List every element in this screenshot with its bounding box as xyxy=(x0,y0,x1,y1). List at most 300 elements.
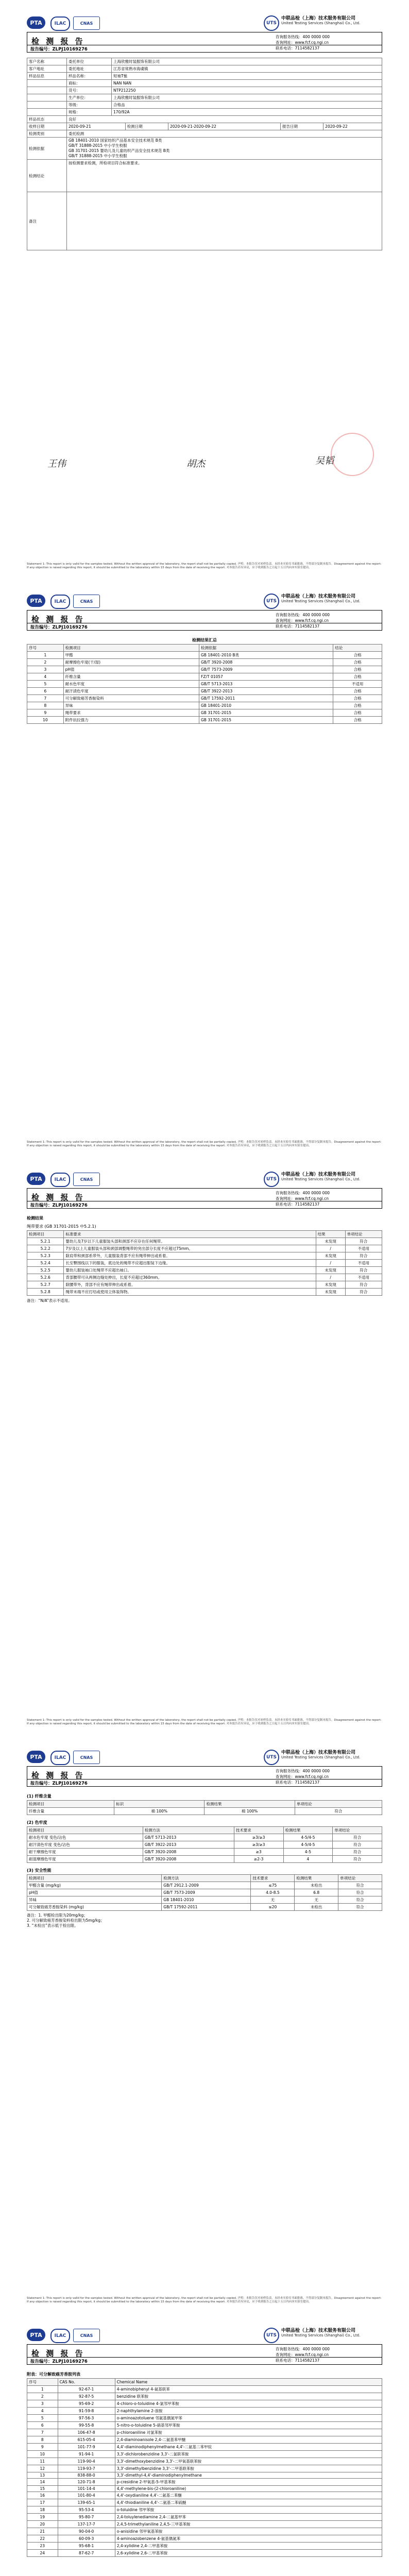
table-row xyxy=(27,94,382,101)
table-cell: 4,4'-thiodianiline 4,4'-二氨基二苯硫醚 xyxy=(115,2499,382,2506)
table-cell: benzidine 联苯胺 xyxy=(115,2393,382,2400)
report-number: 报告编号：ZLPJ10169276 xyxy=(30,47,88,52)
pta-logo: PTA xyxy=(27,595,45,607)
table-cell xyxy=(27,109,67,116)
table-header-cell: 检测结果 xyxy=(295,1875,338,1882)
table-header-cell: 检测项目 xyxy=(27,1875,162,1882)
table-cell: / xyxy=(316,1260,345,1267)
table-row xyxy=(27,2386,382,2393)
standard-line: GB/T 31888-2015 中小学生校服 xyxy=(69,143,127,148)
table-cell xyxy=(27,101,67,109)
table-cell: 8 xyxy=(27,702,64,709)
table-cell: 139-65-1 xyxy=(58,2499,115,2506)
page-footer: Statement 1: This report is only valid for the samples tested. Without the written approval of the laboratory, the report shall not be partially copied. 声明：本报告仅对来样负责。未经本实验室书面批准，不得部分复制本报告。Disagreement against the report: If any objection is raised regarding this report, it should be submitted to the laboratory within 15 days from the date of receiving the report. 对本报告若有异议，应于收到报告之日起十五日内向本实验室提出。 xyxy=(27,1141,382,1147)
table-cell: 客户地址 xyxy=(27,65,67,73)
table-cell: 符合 xyxy=(345,1289,382,1296)
table-header-cell: 检测项目 xyxy=(27,1231,64,1238)
table-cell: 97-56-3 xyxy=(58,2415,115,2422)
table-cell: 婴幼儿及7岁以下儿童服装头部和颈部不应存在任何绳带。 xyxy=(64,1238,316,1245)
table-cell: 92-87-5 xyxy=(58,2393,115,2400)
ilac-logo: ILAC xyxy=(50,16,70,31)
table-cell: 20 xyxy=(27,2521,58,2528)
table-cell: 22 xyxy=(27,2535,58,2543)
table-header-cell: 技术要求 xyxy=(234,1827,283,1834)
table-cell: 4.0-8.5 xyxy=(251,1889,295,1896)
table-cell: 6 xyxy=(27,688,64,695)
table-row xyxy=(27,695,382,702)
table-cell: / xyxy=(316,1274,345,1281)
table-cell: 耐干摩擦色牢度 xyxy=(27,1849,143,1856)
company-name: 中联品检（上海）技术服务有限公司 United Testing Services (Shanghai) Co., Ltd. xyxy=(281,16,361,25)
report-title-bar xyxy=(27,610,382,631)
table-cell: 耐汗渍色牢度 xyxy=(63,688,199,695)
table-row xyxy=(27,65,382,73)
table-row xyxy=(27,2535,382,2543)
table-cell: p-cresidine 2-甲氧基-5-甲基苯胺 xyxy=(115,2479,382,2486)
table-cell: 委托单位 xyxy=(67,58,112,65)
report-page-2 xyxy=(0,578,409,1156)
page-footer: Statement 1: This report is only valid for the samples tested. Without the written approval of the laboratory, the report shall not be partially copied. 声明：本报告仅对来样负责。未经本实验室书面批准，不得部分复制本报告。Disagreement against the report: If any objection is raised regarding this report, it should be submitted to the laboratory within 15 days from the date of receiving the report. 对本报告若有异议，应于收到报告之日起十五日内向本实验室提出。 xyxy=(27,2297,382,2303)
table-cell: 除肩带和颈部系带外，儿童服装背部不应有绳带伸出或系着。 xyxy=(64,1252,316,1260)
company-logo-icon: UTS xyxy=(264,1172,279,1187)
company-logo-icon: UTS xyxy=(264,2328,279,2343)
table-cell: 符合 xyxy=(338,1904,382,1911)
table-header-cell: 标识 xyxy=(114,1801,204,1808)
table-cell: 3 xyxy=(27,2400,58,2408)
table-cell: 不适用 xyxy=(345,1245,382,1252)
report-title: 检 测 报 告 xyxy=(31,1771,85,1780)
section-subtitle: 绳带要求 (GB 31701-2015 中5.2.1) xyxy=(27,1224,96,1229)
table-cell: 合格 xyxy=(333,709,382,717)
ilac-logo: ILAC xyxy=(50,1751,70,1765)
table-cell: 14 xyxy=(27,2479,58,2486)
report-page-5 xyxy=(0,2312,409,2576)
summary-table xyxy=(27,644,382,724)
table-cell: 绳带末端不应打结或使用立体装饰物。 xyxy=(64,1289,316,1296)
table-cell xyxy=(27,94,67,101)
table-cell: GB 18401-2010 xyxy=(162,1896,251,1904)
table-cell: 99-55-8 xyxy=(58,2422,115,2429)
table-cell: 短袖T恤 xyxy=(112,73,382,80)
table-cell: 21 xyxy=(27,2528,58,2535)
approver-signature: 吴韬 xyxy=(315,455,334,466)
table-cell: 耐摩擦色牢度(干/湿) xyxy=(63,659,199,666)
table-row xyxy=(27,688,382,695)
table-cell: 2,4-diaminoanisole 2,4-二氨基苯甲醚 xyxy=(115,2436,382,2444)
report-title-bar xyxy=(27,32,382,53)
table-cell: 90-04-0 xyxy=(58,2528,115,2535)
table-cell: FZ/T 01057 xyxy=(199,673,333,681)
table-cell: 95-53-4 xyxy=(58,2506,115,2514)
section-title: 检测结果 xyxy=(27,1216,43,1221)
table-cell: GB/T 3920-2008 xyxy=(143,1849,234,1856)
table-cell: 未发现 xyxy=(316,1238,345,1245)
table-cell: ≥3/≥3 xyxy=(234,1834,283,1841)
report-title-bar xyxy=(27,2344,382,2365)
table-cell: 3,3'-dimethyl-4,4'-diaminodiphenylmethane xyxy=(115,2472,382,2479)
table-cell: 615-05-4 xyxy=(58,2436,115,2444)
table-cell: 4 xyxy=(27,2408,58,2415)
company-name: 中联品检（上海）技术服务有限公司 United Testing Services (Shanghai) Co., Ltd. xyxy=(281,2328,361,2337)
table-row xyxy=(27,2514,382,2521)
table-cell: 5.2.8 xyxy=(27,1289,64,1296)
table-cell: 未发现 xyxy=(316,1267,345,1274)
table-row xyxy=(27,702,382,709)
table-cell: 符合 xyxy=(333,1849,382,1856)
standard-line: GB/T 31888-2015 中小学生校服 xyxy=(69,154,127,158)
cnas-logo: CNAS xyxy=(73,1751,100,1764)
table-row xyxy=(27,1274,382,1281)
company-name: 中联品检（上海）技术服务有限公司 United Testing Services (Shanghai) Co., Ltd. xyxy=(281,1172,361,1181)
ilac-logo: ILAC xyxy=(50,2329,70,2343)
table-cell: 2-naphthylamine 2-萘胺 xyxy=(115,2408,382,2415)
table-cell: 未发现 xyxy=(316,1281,345,1289)
table-cell: p-chloroaniline 对氯苯胺 xyxy=(115,2429,382,2436)
table-cell: 7 xyxy=(27,2429,58,2436)
table-cell: 11 xyxy=(27,2458,58,2465)
table-row xyxy=(27,2415,382,2422)
table-cell: 10 xyxy=(27,717,64,724)
table-header-cell: 检测方法 xyxy=(162,1875,251,1882)
table-cell: 4 xyxy=(27,673,64,681)
table-cell: GB/T 7573-2009 xyxy=(199,666,333,673)
section-title: (3) 安全性能 xyxy=(27,1868,52,1873)
table-cell: 838-88-0 xyxy=(58,2472,115,2479)
table-header-cell: 单项结论 xyxy=(345,1231,382,1238)
table-cell: 3 xyxy=(27,666,64,673)
company-stamp xyxy=(325,427,380,482)
table-header-cell: Chemical Name xyxy=(115,2379,382,2386)
pta-logo: PTA xyxy=(27,2329,45,2341)
cnas-logo: CNAS xyxy=(73,1173,100,1186)
table-cell: 合格 xyxy=(333,688,382,695)
table-cell: 合格 xyxy=(333,702,382,709)
table-row xyxy=(27,1882,382,1889)
table-cell: 无 xyxy=(295,1896,338,1904)
report-title: 检 测 报 告 xyxy=(31,1193,85,1202)
table-cell: GB/T 5713-2013 xyxy=(143,1834,234,1841)
table-cell: 60-09-3 xyxy=(58,2535,115,2543)
table-cell: 5-nitro-o-toluidine 5-硝基邻甲苯胺 xyxy=(115,2422,382,2429)
table-cell: 棉 100% xyxy=(114,1808,204,1815)
table-row xyxy=(27,652,382,659)
table-cell: 119-90-4 xyxy=(58,2458,115,2465)
table-cell: GB/T 17592-2011 xyxy=(162,1904,251,1911)
table-cell: 货号： xyxy=(67,87,112,94)
table-cell: 120-71-8 xyxy=(58,2479,115,2486)
table-cell: pH值 xyxy=(63,666,199,673)
table-cell: 2 xyxy=(27,2393,58,2400)
table-cell: ≥3 xyxy=(234,1849,283,1856)
table-cell: GB/T 3920-2008 xyxy=(143,1856,234,1863)
table-cell: 170/92A xyxy=(112,109,382,116)
table-cell: 商标： xyxy=(67,80,112,87)
table-cell: 5.2.4 xyxy=(27,1260,64,1267)
table-row xyxy=(27,1267,382,1274)
table-cell: 5.2.6 xyxy=(27,1274,64,1281)
table-cell: o-anisidine 邻甲氧基苯胺 xyxy=(115,2528,382,2535)
table-cell: 合格 xyxy=(333,659,382,666)
table-row xyxy=(27,2408,382,2415)
table-cell: 2,4-xylidine 2,4-二甲基苯胺 xyxy=(115,2543,382,2550)
table-cell: 119-93-7 xyxy=(58,2465,115,2472)
table-row xyxy=(27,2499,382,2506)
table-cell: 合格品 xyxy=(112,101,382,109)
contact-info: 咨询服务热线：400 0000 000 查询网址：www.fcf.cq.ngi.cn 联系电话：7114582137 xyxy=(276,613,330,629)
table-cell: 91-59-8 xyxy=(58,2408,115,2415)
table-cell: 纤维含量 xyxy=(63,673,199,681)
table-row xyxy=(27,2528,382,2535)
table-row xyxy=(27,709,382,717)
table-cell: 可分解致癌芳香胺染料 xyxy=(63,695,199,702)
tester-signature: 王伟 xyxy=(47,459,66,469)
cnas-logo: CNAS xyxy=(73,2329,100,2342)
table-cell: 符合 xyxy=(333,1834,382,1841)
table-row xyxy=(27,1896,382,1904)
table-cell: 2 xyxy=(27,659,64,666)
table-notes: 备注：1. 甲醛检出限为20mg/kg； 2. 可分解致癌芳香胺染料检出限为5mg/kg； 3. “未检出”表示低于检出限。 xyxy=(27,1913,105,1928)
table-row xyxy=(27,1904,382,1911)
table-cell: GB/T 7573-2009 xyxy=(162,1889,251,1896)
table-cell: 甲醛含量 (mg/kg) xyxy=(27,1882,162,1889)
page-footer: Statement 1: This report is only valid for the samples tested. Without the written approval of the laboratory, the report shall not be partially copied. 声明：本报告仅对来样负责。未经本实验室书面批准，不得部分复制本报告。Disagreement against the report: If any objection is raised regarding this report, it should be submitted to the laboratory within 15 days from the date of receiving the report. 对本报告若有异议，应于收到报告之日起十五日内向本实验室提出。 xyxy=(27,563,382,569)
table-cell: 4,4'-oxydianiline 4,4'-二氨基二苯醚 xyxy=(115,2492,382,2499)
table-cell: 1 xyxy=(27,652,64,659)
table-cell: 9 xyxy=(27,2444,58,2451)
table-cell: 2,4,5-trimethylaniline 2,4,5-三甲基苯胺 xyxy=(115,2521,382,2528)
table-cell: 101-80-4 xyxy=(58,2492,115,2499)
table-cell: 101-14-4 xyxy=(58,2486,115,2492)
table-cell: 不适用 xyxy=(333,681,382,688)
table-cell: 5.2.1 xyxy=(27,1238,64,1245)
table-row xyxy=(27,2393,382,2400)
table-header-cell: 检测依据 xyxy=(199,645,333,652)
table-cell: GB/T 5713-2013 xyxy=(199,681,333,688)
table-cell: 4-chloro-o-toluidine 4-氯邻甲苯胺 xyxy=(115,2400,382,2408)
table-cell: GB/T 3922-2013 xyxy=(199,688,333,695)
table-cell: 不适用 xyxy=(345,1274,382,1281)
table-cell: 8 xyxy=(27,2436,58,2444)
table-row xyxy=(27,1260,382,1267)
table-cell: 16 xyxy=(27,2492,58,2499)
cnas-logo: CNAS xyxy=(73,595,100,608)
table-cell: ≥3/≥3 xyxy=(234,1841,283,1849)
table-cell: ≥2-3 xyxy=(234,1856,283,1863)
table-cell: 4-5 xyxy=(283,1849,333,1856)
table-cell: 耐水色牢度 变色/沾色 xyxy=(27,1834,143,1841)
table-cell: 背部腰带可从两侧边缝处伸出，长度不应超过360mm。 xyxy=(64,1274,316,1281)
table-cell: 符合 xyxy=(345,1281,382,1289)
table-row xyxy=(27,2479,382,2486)
table-row xyxy=(27,659,382,666)
table-cell: 5.2.5 xyxy=(27,1267,64,1274)
company-logo-icon: UTS xyxy=(264,594,279,609)
table-cell: 生产单位： xyxy=(67,94,112,101)
table-cell: 长至臀围线以下的服装，底边处的绳带不应超出服装下边缘。 xyxy=(64,1260,316,1267)
report-title-bar xyxy=(27,1188,382,1209)
table-cell: 12 xyxy=(27,2465,58,2472)
table-cell: / xyxy=(316,1245,345,1252)
table-cell: 5 xyxy=(27,2415,58,2422)
table-row xyxy=(27,1281,382,1289)
table-cell: 异味 xyxy=(63,702,199,709)
table-cell: 6 xyxy=(27,2422,58,2429)
reviewer-signature: 胡杰 xyxy=(186,459,205,469)
table-cell: 甲醛 xyxy=(63,652,199,659)
table-cell: 4,4'-diaminodiphenylmethane 4,4'-二氨基二苯甲烷 xyxy=(115,2444,382,2451)
table-cell: 合格 xyxy=(333,717,382,724)
table-cell: 未检出 xyxy=(295,1904,338,1911)
table-row xyxy=(27,1834,382,1841)
table-header-cell: 结论 xyxy=(333,645,382,652)
table-row xyxy=(27,101,382,109)
table-cell: NTP212250 xyxy=(112,87,382,94)
table-row xyxy=(27,2550,382,2557)
table-cell: 106-47-8 xyxy=(58,2429,115,2436)
table-cell: 符合 xyxy=(345,1238,382,1245)
table-cell: 符合 xyxy=(338,1889,382,1896)
report-page-4 xyxy=(0,1734,409,2312)
table-row xyxy=(27,2492,382,2499)
company-name: 中联品检（上海）技术服务有限公司 United Testing Services (Shanghai) Co., Ltd. xyxy=(281,1750,361,1759)
table-row xyxy=(27,717,382,724)
standard-line: GB 31701-2015 婴幼儿及儿童纺织产品安全技术规范 B类 xyxy=(69,148,170,153)
table-cell: 江苏省常熟市海虞镇 xyxy=(112,65,382,73)
contact-info: 咨询服务热线：400 0000 000 查询网址：www.fcf.cq.ngi.cn 联系电话：7114582137 xyxy=(276,35,330,50)
table-cell: 95-69-2 xyxy=(58,2400,115,2408)
page-footer: Statement 1: This report is only valid for the samples tested. Without the written approval of the laboratory, the report shall not be partially copied. 声明：本报告仅对来样负责。未经本实验室书面批准，不得部分复制本报告。Disagreement against the report: If any objection is raised regarding this report, it should be submitted to the laboratory within 15 days from the date of receiving the report. 对本报告若有异议，应于收到报告之日起十五日内向本实验室提出。 xyxy=(27,1719,382,1725)
table-cell: 不适用 xyxy=(345,1260,382,1267)
table-row xyxy=(27,1889,382,1896)
table-header-cell: 检测结果 xyxy=(283,1827,333,1834)
table-cell: GB 31701-2015 xyxy=(199,709,333,717)
table-cell: 17 xyxy=(27,2499,58,2506)
table-cell: 符合 xyxy=(338,1896,382,1904)
table-cell: 符合 xyxy=(295,1808,382,1815)
table-cell: 4 xyxy=(283,1856,333,1863)
table-header-cell: 单项结论 xyxy=(295,1801,382,1808)
table-cell: 符合 xyxy=(345,1267,382,1274)
contact-info: 咨询服务热线：400 0000 000 查询网址：www.fcf.cq.ngi.cn 联系电话：7114582137 xyxy=(276,2347,330,2363)
safety-table xyxy=(27,1874,382,1911)
table-cell: 除腰带外，背部不应有绳带伸出或系着。 xyxy=(64,1281,316,1289)
cord-requirement-table xyxy=(27,1230,382,1296)
table-cell: o-toluidine 邻甲苯胺 xyxy=(115,2506,382,2514)
report-page-1 xyxy=(0,0,409,578)
table-cell: 客户名称 xyxy=(27,58,67,65)
table-row xyxy=(27,2400,382,2408)
table-row xyxy=(27,87,382,94)
table-cell: 合格 xyxy=(333,673,382,681)
table-cell: 4-5/4-5 xyxy=(283,1834,333,1841)
table-row xyxy=(27,2543,382,2550)
table-header-cell: 结果 xyxy=(316,1231,345,1238)
table-cell: 95-68-1 xyxy=(58,2543,115,2550)
table-cell: 耐水色牢度 xyxy=(63,681,199,688)
table-row xyxy=(27,1238,382,1245)
table-cell: 委托地址 xyxy=(67,65,112,73)
table-row xyxy=(27,2436,382,2444)
report-title: 检 测 报 告 xyxy=(31,37,85,46)
table-cell: 2,6-xylidine 2,6-二甲基苯胺 xyxy=(115,2550,382,2557)
section-title: (2) 色牢度 xyxy=(27,1820,47,1825)
colorfastness-table xyxy=(27,1826,382,1863)
table-header-cell: 单项结论 xyxy=(338,1875,382,1882)
table-cell: 合格 xyxy=(333,695,382,702)
table-cell: 4-5/4-5 xyxy=(283,1841,333,1849)
table-row xyxy=(27,80,382,87)
table-row xyxy=(27,2451,382,2458)
amine-list-table xyxy=(27,2378,382,2557)
table-row xyxy=(27,681,382,688)
table-row xyxy=(27,58,382,65)
table-cell: 规格： xyxy=(67,109,112,116)
table-cell: NAN NAN xyxy=(112,80,382,87)
table-cell: 婴幼儿服装袖口处绳带不应超出袖口。 xyxy=(64,1267,316,1274)
table-cell: 棉 100% xyxy=(204,1808,295,1815)
table-row xyxy=(27,109,382,116)
company-name: 中联品检（上海）技术服务有限公司 United Testing Services (Shanghai) Co., Ltd. xyxy=(281,594,361,603)
contact-info: 咨询服务热线：400 0000 000 查询网址：www.fcf.cq.ngi.cn 联系电话：7114582137 xyxy=(276,1191,330,1207)
table-cell: 10 xyxy=(27,2451,58,2458)
table-cell: 137-17-7 xyxy=(58,2521,115,2528)
table-cell: GB 18401-2010 xyxy=(199,702,333,709)
table-row xyxy=(27,2506,382,2514)
report-title: 检 测 报 告 xyxy=(31,2349,85,2358)
cnas-logo: CNAS xyxy=(73,16,100,30)
table-cell: 24 xyxy=(27,2550,58,2557)
table-cell: 纤维含量 xyxy=(27,1808,114,1815)
table-cell: 异味 xyxy=(27,1896,162,1904)
table-cell: GB 31701-2015 xyxy=(199,717,333,724)
table-cell: 3,3'-dimethoxybenzidine 3,3'-二甲氧基联苯胺 xyxy=(115,2458,382,2465)
table-cell: 92-67-1 xyxy=(58,2386,115,2393)
table-cell: GB/T 3920-2008 xyxy=(199,659,333,666)
report-title-bar xyxy=(27,1766,382,1787)
table-header-cell: 检测项目 xyxy=(27,1801,114,1808)
pta-logo: PTA xyxy=(27,16,45,29)
table-header-cell: 序号 xyxy=(27,645,64,652)
table-cell xyxy=(27,87,67,94)
table-cell: 4-aminobiphenyl 4-氨基联苯 xyxy=(115,2386,382,2393)
report-number: 报告编号：ZLPJ10169276 xyxy=(30,1781,88,1786)
table-cell: ≤20 xyxy=(251,1904,295,1911)
table-cell: 2,4-toluylenediamine 2,4-二氨基甲苯 xyxy=(115,2514,382,2521)
table-cell: 7岁及以上儿童服装头部和颈部调整绳带的突出部分长度不应超过75mm。 xyxy=(64,1245,316,1252)
table-cell: 可分解致癌芳香胺染料 (mg/kg) xyxy=(27,1904,162,1911)
table-cell: 19 xyxy=(27,2514,58,2521)
report-number: 报告编号：ZLPJ10169276 xyxy=(30,625,88,630)
pta-logo: PTA xyxy=(27,1751,45,1763)
table-cell: 样品信息 xyxy=(27,73,67,80)
table-cell: 13 xyxy=(27,2472,58,2479)
table-cell: GB/T 2912.1-2009 xyxy=(162,1882,251,1889)
table-cell: 附件抗拉强力 xyxy=(63,717,199,724)
table-cell: 18 xyxy=(27,2506,58,2514)
table-row xyxy=(27,673,382,681)
table-cell: 上海欣雅时装服饰有限公司 xyxy=(112,58,382,65)
table-row xyxy=(27,2472,382,2479)
section-title: 附表：可分解致癌芳香胺列表 xyxy=(27,2372,80,2377)
table-cell: GB/T 3922-2013 xyxy=(143,1841,234,1849)
table-cell: ≤75 xyxy=(251,1882,295,1889)
table-cell: 3,3'-dimethylbenzidine 3,3'-二甲基联苯胺 xyxy=(115,2465,382,2472)
table-cell: 4-aminoazobenzene 4-氨基偶氮苯 xyxy=(115,2535,382,2543)
table-cell: 7 xyxy=(27,695,64,702)
table-cell: 未发现 xyxy=(316,1252,345,1260)
table-cell: 15 xyxy=(27,2486,58,2492)
table-cell: 6.8 xyxy=(295,1889,338,1896)
